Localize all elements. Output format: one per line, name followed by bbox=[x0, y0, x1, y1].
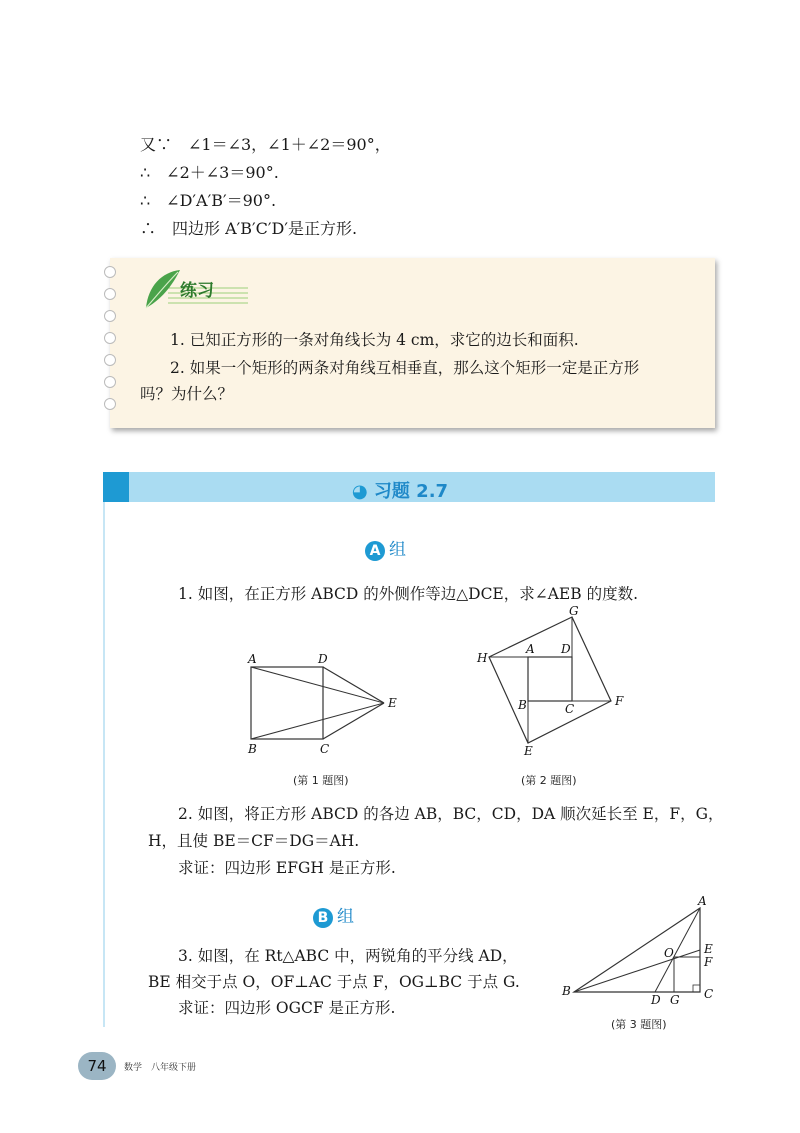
proof-line-4: ∴ 四边形 A′B′C′D′是正方形. bbox=[140, 219, 358, 238]
fig3-label-a: A bbox=[698, 895, 707, 908]
group-b-badge: B bbox=[313, 908, 333, 928]
exercise-q2-line3: 求证：四边形 EFGH 是正方形. bbox=[178, 859, 396, 877]
figure-3 bbox=[560, 895, 720, 1010]
exercise-title-text: 习题 2.7 bbox=[373, 481, 449, 502]
fig3-label-o: O bbox=[664, 946, 674, 960]
binder-hole bbox=[104, 376, 116, 388]
fig3-label-f: F bbox=[704, 955, 713, 969]
fig2-label-e: E bbox=[524, 744, 533, 755]
fig2-label-b: B bbox=[518, 698, 527, 712]
exercise-title bbox=[0, 477, 800, 503]
practice-title: 练习 bbox=[180, 281, 214, 301]
figure-1 bbox=[240, 650, 410, 760]
exercise-q2-line2: H，且使 BE＝CF＝DG＝AH. bbox=[148, 832, 360, 850]
fig1-label-a: A bbox=[248, 652, 257, 666]
fig3-label-g: G bbox=[670, 993, 680, 1007]
binder-hole bbox=[104, 266, 116, 278]
binder-hole bbox=[104, 310, 116, 322]
practice-box bbox=[110, 258, 715, 428]
binder-hole bbox=[104, 398, 116, 410]
fig2-label-d: D bbox=[561, 642, 571, 656]
page-number: 74 bbox=[78, 1052, 116, 1080]
proof-line-1: 又∵ ∠1＝∠3，∠1＋∠2＝90°， bbox=[140, 135, 391, 154]
exercise-q1: 1. 如图，在正方形 ABCD 的外侧作等边△DCE，求∠AEB 的度数. bbox=[178, 585, 638, 603]
practice-q2-line1: 2. 如果一个矩形的两条对角线互相垂直，那么这个矩形一定是正方形 bbox=[170, 359, 640, 377]
fig3-label-c: C bbox=[704, 987, 714, 1001]
group-b-label: 组 bbox=[337, 907, 354, 927]
group-a-heading bbox=[365, 535, 406, 561]
fig3-caption: (第 3 题图) bbox=[611, 1018, 667, 1031]
fig3-label-e: E bbox=[704, 942, 713, 956]
fig2-label-c: C bbox=[565, 702, 575, 716]
proof-line-3: ∴ ∠D′A′B′＝90°. bbox=[140, 191, 277, 210]
fig2-label-f: F bbox=[615, 694, 624, 708]
group-a-label: 组 bbox=[389, 540, 406, 560]
exercise-side-rule bbox=[103, 502, 105, 1027]
fig3-label-b: B bbox=[562, 984, 571, 998]
fig1-label-b: B bbox=[248, 742, 257, 756]
proof-line-2: ∴ ∠2＋∠3＝90°. bbox=[140, 163, 279, 182]
group-a-badge: A bbox=[365, 541, 385, 561]
footer-book-title: 数学 八年级下册 bbox=[124, 1063, 197, 1073]
exercise-q3-line3: 求证：四边形 OGCF 是正方形. bbox=[178, 999, 396, 1017]
bowl-icon: ◕ bbox=[351, 481, 374, 502]
fig3-label-d: D bbox=[651, 993, 661, 1007]
exercise-q3-line2: BE 相交于点 O，OF⊥AC 于点 F，OG⊥BC 于点 G. bbox=[148, 973, 520, 991]
fig2-label-g: G bbox=[569, 605, 579, 618]
practice-q2-line2: 吗？为什么？ bbox=[140, 385, 234, 403]
figure-2 bbox=[475, 605, 635, 755]
exercise-q3-line1: 3. 如图，在 Rt△ABC 中，两锐角的平分线 AD， bbox=[178, 947, 518, 965]
binder-hole bbox=[104, 288, 116, 300]
practice-q1: 1. 已知正方形的一条对角线长为 4 cm，求它的边长和面积. bbox=[170, 331, 579, 349]
binder-hole bbox=[104, 354, 116, 366]
exercise-q2-line1: 2. 如图，将正方形 ABCD 的各边 AB，BC，CD，DA 顺次延长至 E，F，G， bbox=[178, 805, 724, 823]
fig1-label-e: E bbox=[388, 696, 397, 710]
fig1-label-c: C bbox=[320, 742, 330, 756]
group-b-heading bbox=[313, 902, 354, 928]
fig1-label-d: D bbox=[318, 652, 328, 666]
fig2-label-h: H bbox=[477, 651, 488, 665]
fig1-caption: (第 1 题图) bbox=[293, 774, 349, 787]
binder-hole bbox=[104, 332, 116, 344]
fig2-label-a: A bbox=[526, 642, 535, 656]
fig2-caption: (第 2 题图) bbox=[521, 774, 577, 787]
